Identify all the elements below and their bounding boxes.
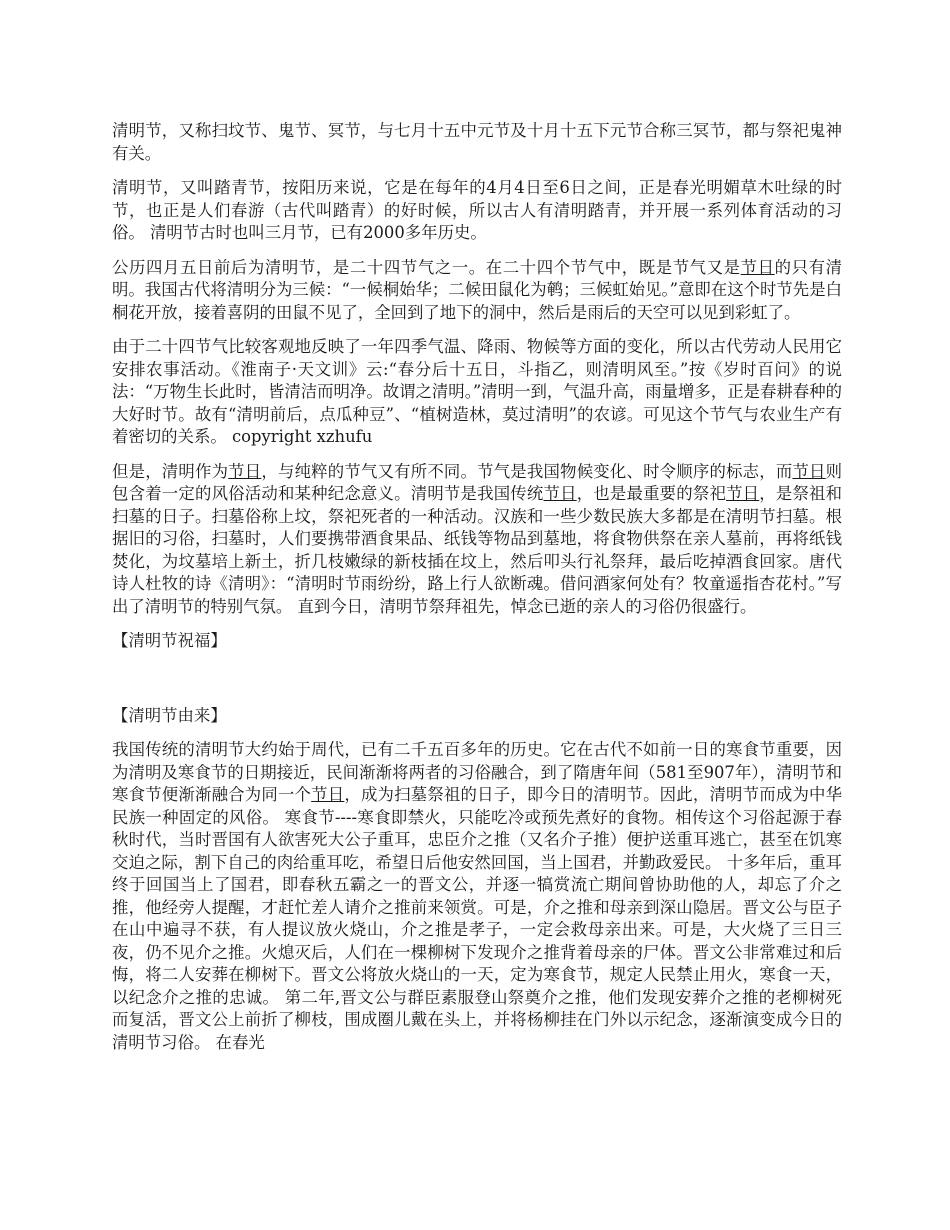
paragraph-intro — [112, 120, 842, 165]
paragraph-text: 的只有清明。我国古代将清明分为三候：“一候桐始华；二候田鼠化为鹌；三候虹始见。”意即在这个时节先是白桐花开放，接着喜阴的田鼠不见了，全回到了地下的洞中，然后是雨后的天空可以见到彩虹了。 — [112, 257, 843, 322]
paragraph-text: ，成为扫墓祭祖的日子，即今日的清明节。因此，清明节而成为中华民族一种固定的风俗。 寒食节----寒食即禁火，只能吃冷或预先煮好的食物。相传这个习俗起源于春秋时代，当时晋国有人欲害死大公子重耳，忠臣介之推（又名介子推）便护送重耳逃亡，甚至在饥寒交迫之际，割下自己的肉给重耳吃，希望日后他安然回国，当上国君，并勤政爱民。 十多年后，重耳终于回国当上了国君，即春秋五霸之一的晋文公，并逐一犒赏流亡期间曾协助他的人，却忘了介之推，他经旁人提醒，才赶忙差人请介之推前来领赏。可是，介之推和母亲到深山隐居。晋文公与臣子在山中遍寻不获，有人提议放火烧山，介之推是孝子，一定会救母亲出来。可是，大火烧了三日三夜，仍不见介之推。火熄灭后，人们在一棵柳树下发现介之推背着母亲的尸体。晋文公非常难过和后悔，将二人安葬在柳树下。晋文公将放火烧山的一天，定为寒食节，规定人民禁止用火，寒食一天，以纪念介之推的忠诚。 第二年,晋文公与群臣素服登山祭奠介之推，他们发现安葬介之推的老柳树死而复活，晋文公上前折了柳枝，围成圈儿戴在头上，并将杨柳挂在门外以示纪念，逐渐演变成今日的清明节习俗。 在春光 — [112, 785, 843, 1052]
paragraph-taqing — [112, 177, 842, 245]
document-page — [112, 120, 842, 1066]
paragraph-text: ，也是最重要的祭祀 — [576, 484, 727, 503]
paragraph-text: ，是祭祖和扫墓的日子。扫墓俗称上坟，祭祀死者的一种活动。汉族和一些少数民族大多都是在清明节扫墓。根据旧的习俗，扫墓时，人们要携带酒食果品、纸钱等物品到墓地，将食物供祭在亲人墓前，再将纸钱焚化，为坟墓培上新土，折几枝嫩绿的新枝插在坟上，然后叩头行礼祭拜，最后吃掉酒食回家。唐代诗人杜牧的诗《清明》：“清明时节雨纷纷，路上行人欲断魂。借问酒家何处有？牧童遥指杏花村。”写出了清明节的特别气氛。 直到今日，清明节祭拜祖先，悼念已逝的亲人的习俗仍很盛行。 — [112, 484, 843, 616]
paragraph-text: 清明节，又称扫坟节、鬼节、冥节，与七月十五中元节及十月十五下元节合称三冥节，都与祭祀鬼神有关。 — [112, 121, 842, 163]
section-heading-origin: 【清明节由来】 — [112, 705, 227, 725]
festival-link[interactable]: 节日 — [311, 785, 345, 804]
section-heading-blessing: 【清明节祝福】 — [112, 631, 227, 650]
paragraph-text: 由于二十四节气比较客观地反映了一年四季气温、降雨、物候等方面的变化，所以古代劳动人民用它安排农事活动。《淮南子·天文训》云:“春分后十五日，斗指乙，则清明风至。”按《岁时百问》的说法：“万物生长此时，皆清洁而明净。故谓之清明。”清明一到，气温升高，雨量增多，正是春耕春种的大好时节。故有“清明前后，点瓜种豆”、“植树造林，莫过清明”的农谚。可见这个节气与农业生产有着密切的关系。 copyright xzhufu — [112, 337, 842, 446]
festival-link[interactable]: 节日 — [543, 484, 577, 503]
blank-space — [112, 665, 842, 705]
festival-link[interactable]: 节日 — [228, 461, 262, 481]
paragraph-solar-term — [112, 257, 842, 325]
festival-link[interactable]: 节日 — [740, 257, 775, 277]
paragraph-farming — [112, 336, 842, 449]
festival-link[interactable]: 节日 — [726, 484, 760, 503]
paragraph-text: 但是，清明作为 — [112, 461, 229, 481]
paragraph-text: 清明节，又叫踏青节，按阳历来说，它是在每年的4月4日至6日之间，正是春光明媚草木吐绿的时节，也正是人们春游（古代叫踏青）的好时候，所以古人有清明踏青，并开展一系列体育活动的习俗。 清明节古时也叫三月节，已有2000多年历史。 — [112, 178, 842, 242]
paragraph-text: 则包含着一定的风俗活动和某种纪念意义。清明节是我国传统 — [112, 461, 843, 503]
paragraph-text: 公历四月五日前后为清明节，是二十四节气之一。在二十四个节气中，既是节气又是 — [112, 257, 741, 277]
festival-link[interactable]: 节日 — [792, 461, 826, 481]
paragraph-text: ，与纯粹的节气又有所不同。节气是我国物候变化、时令顺序的标志，而 — [261, 461, 793, 481]
paragraph-text: 我国传统的清明节大约始于周代，已有二千五百多年的历史。它在古代不如前一日的寒食节重要，因为清明及寒食节的日期接近，民间渐渐将两者的习俗融合，到了隋唐年间（581至907年），清明节和寒食节便渐渐融合为同一个 — [112, 740, 842, 804]
paragraph-festival — [112, 461, 842, 619]
paragraph-origin — [112, 739, 842, 1054]
